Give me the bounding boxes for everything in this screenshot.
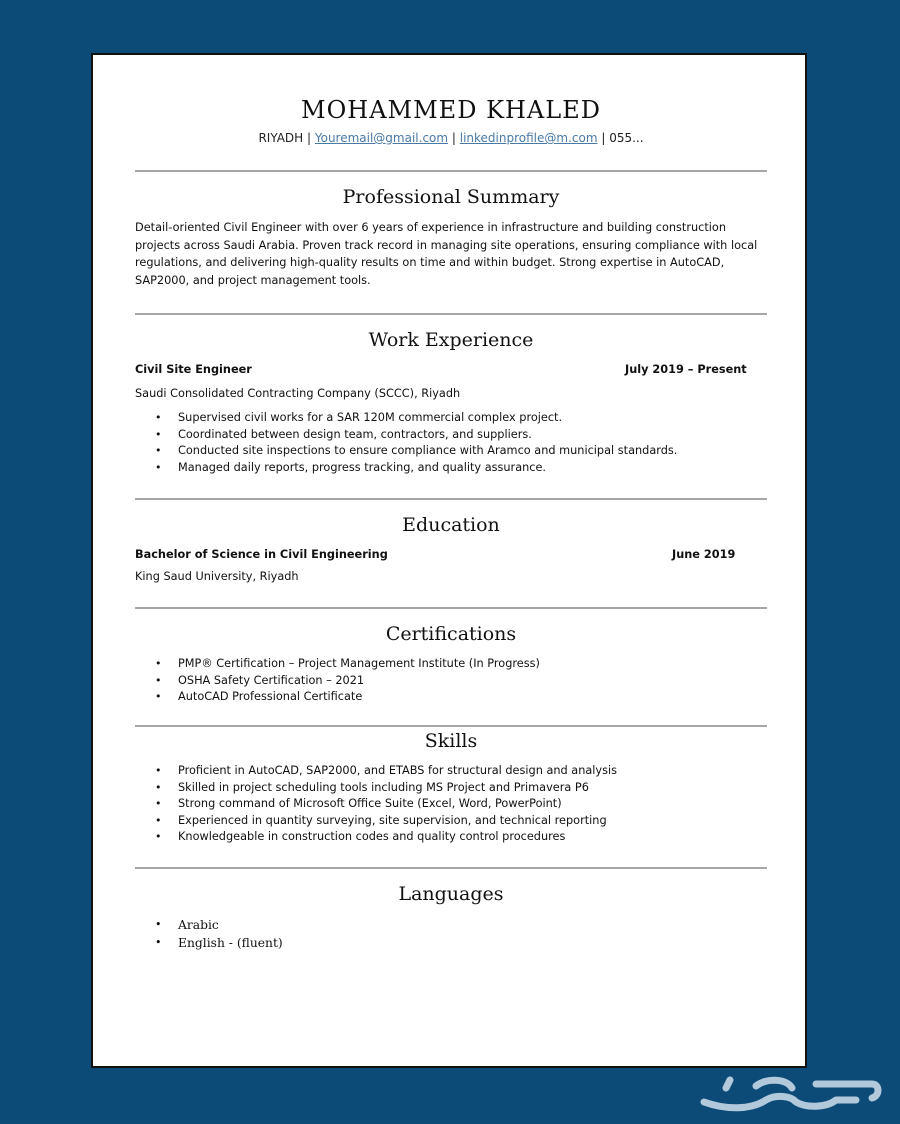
experience-heading: Work Experience [368, 329, 534, 351]
haraj-watermark-logo [696, 1072, 886, 1118]
job-company: Saudi Consolidated Contracting Company (SCCC), Riyadh [135, 387, 461, 400]
list-item: • Skilled in project scheduling tools including MS Project and Primavera P6 [135, 780, 617, 797]
summary-heading: Professional Summary [342, 186, 560, 208]
resume-sheet [91, 53, 807, 1068]
contact-separator: | [448, 131, 460, 145]
certifications-list [135, 656, 540, 706]
list-item: • Conducted site inspections to ensure compliance with Aramco and municipal standards. [135, 443, 677, 460]
degree-date: June 2019 [672, 548, 736, 561]
education-heading: Education [402, 514, 500, 536]
list-item: • Arabic [135, 916, 283, 934]
list-item: • Coordinated between design team, contractors, and suppliers. [135, 427, 677, 444]
degree-title: Bachelor of Science in Civil Engineering [135, 548, 388, 561]
list-item: • Knowledgeable in construction codes and quality control procedures [135, 829, 617, 846]
list-item: • English - (fluent) [135, 934, 283, 952]
languages-list [135, 916, 283, 952]
contact-city: RIYADH [258, 131, 304, 145]
candidate-name: MOHAMMED KHALED [301, 96, 601, 124]
skills-heading: Skills [424, 730, 478, 752]
languages-heading: Languages [398, 883, 504, 905]
job-dates: July 2019 – Present [625, 363, 747, 376]
job-title: Civil Site Engineer [135, 363, 252, 376]
skills-list [135, 763, 617, 846]
list-item: • Supervised civil works for a SAR 120M commercial complex project. [135, 410, 677, 427]
list-item: • Managed daily reports, progress tracking, and quality assurance. [135, 460, 677, 477]
section-divider [135, 498, 767, 500]
contact-line [135, 131, 767, 145]
contact-email-link[interactable]: Youremail@gmail.com [314, 131, 449, 145]
contact-separator: | [303, 131, 315, 145]
section-divider [135, 313, 767, 315]
section-divider [135, 170, 767, 172]
summary-text: Detail-oriented Civil Engineer with over 6 years of experience in infrastructure and building construction projects across Saudi Arabia. Proven track record in managing site operations, ensuring compliance with local regulations, and delivering high-quality results on time and within budget. Strong expertise in AutoCAD, SAP2000, and project management tools. [135, 221, 758, 287]
contact-separator: | [597, 131, 610, 145]
job-duties-list [135, 410, 677, 476]
list-item: • PMP® Certification – Project Management Institute (In Progress) [135, 656, 540, 673]
list-item: • Proficient in AutoCAD, SAP2000, and ETABS for structural design and analysis [135, 763, 617, 780]
section-divider [135, 607, 767, 609]
section-divider [135, 867, 767, 869]
list-item: • OSHA Safety Certification – 2021 [135, 673, 540, 690]
certifications-heading: Certifications [385, 623, 517, 645]
contact-linkedin-link[interactable]: linkedinprofile@m.com [459, 131, 598, 145]
list-item: • Strong command of Microsoft Office Suite (Excel, Word, PowerPoint) [135, 796, 617, 813]
section-divider [135, 725, 767, 727]
list-item: • AutoCAD Professional Certificate [135, 689, 540, 706]
school-name: King Saud University, Riyadh [135, 570, 299, 583]
contact-phone: 055... [609, 131, 644, 145]
list-item: • Experienced in quantity surveying, site supervision, and technical reporting [135, 813, 617, 830]
